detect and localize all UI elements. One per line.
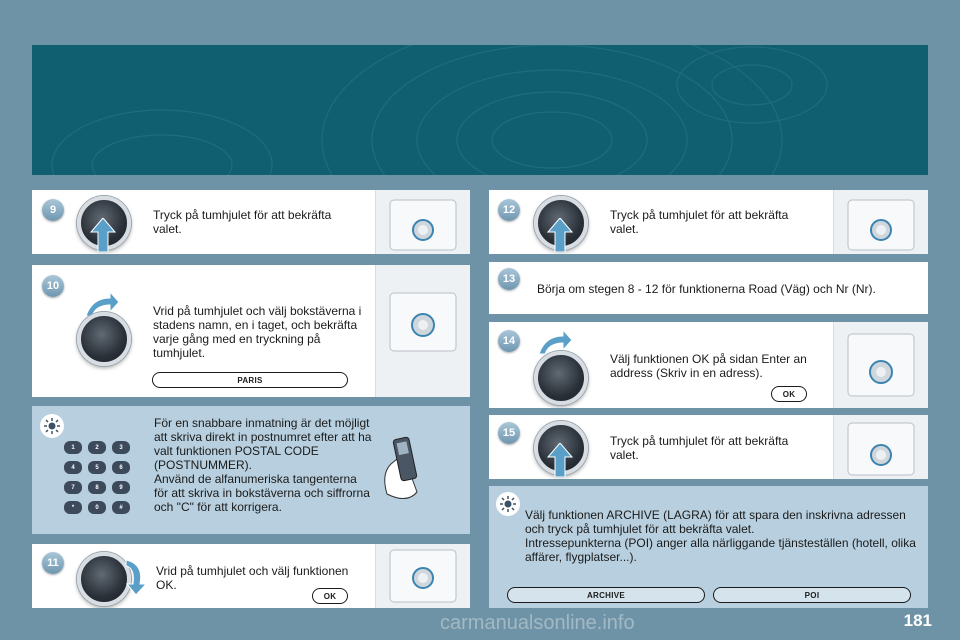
tip-text [525, 508, 920, 564]
tip-keypad-card [32, 406, 470, 534]
thumbwheel-icon [77, 552, 131, 606]
step-number: 13 [498, 268, 520, 290]
poi-pill: POI [713, 587, 911, 603]
step-number: 9 [42, 199, 64, 221]
step-text: Tryck på tumhjulet för att bekräfta valet. [610, 434, 789, 462]
step-11-card [32, 544, 470, 608]
keypad-key: 0 [88, 501, 106, 514]
keypad-key: 5 [88, 461, 106, 474]
tip-text-line-2: Använd de alfanumeriska tangenterna för att skriva in bokstäverna och siffrorna och "C" för att korrigera. [154, 472, 370, 514]
tip-text-line-1: För en snabbare inmatning är det möjligt att skriva direkt in postnumret efter att ha valt funktionen POSTAL CODE (POSTNUMMER). [154, 416, 372, 472]
step-number: 12 [498, 199, 520, 221]
step-10-card [32, 265, 470, 397]
ok-pill: OK [312, 588, 348, 604]
keypad-key: * [64, 501, 82, 514]
step-text: Välj funktionen OK på sidan Enter an address (Skriv in en adress). [610, 352, 807, 380]
phone-in-hand-icon [377, 434, 437, 506]
keypad-key: 9 [112, 481, 130, 494]
radio-unit-image [833, 322, 928, 408]
keypad-key: 1 [64, 441, 82, 454]
step-13-card [489, 262, 928, 314]
step-12-card [489, 190, 928, 254]
step-number: 14 [498, 330, 520, 352]
keypad-key: 2 [88, 441, 106, 454]
thumbwheel-icon [534, 351, 588, 405]
step-number: 11 [42, 552, 64, 574]
step-9-card [32, 190, 470, 254]
radio-unit-image [375, 265, 470, 397]
keypad-key: 3 [112, 441, 130, 454]
archive-pill: ARCHIVE [507, 587, 705, 603]
header-banner [32, 45, 928, 175]
rotate-down-arrow-icon [124, 558, 150, 596]
thumbwheel-icon [77, 312, 131, 366]
step-number: 15 [498, 422, 520, 444]
tip-text [154, 416, 374, 514]
keypad-key: 6 [112, 461, 130, 474]
press-arrow-icon [90, 218, 116, 252]
keypad-key: 7 [64, 481, 82, 494]
press-arrow-icon [547, 218, 573, 252]
watermark: carmanualsonline.info [440, 612, 635, 634]
alphanumeric-keypad [64, 441, 138, 519]
tip-text-line-1: Välj funktionen ARCHIVE (LAGRA) för att spara den inskrivna adressen och tryck på tumhjulet för att bekräfta valet. [525, 508, 906, 536]
step-text: Vrid på tumhjulet och välj bokstäverna i stadens namn, en i taget, och bekräfta varje gång med en tryckning på tumhjulet. [153, 304, 362, 360]
step-text: Tryck på tumhjulet för att bekräfta valet. [153, 208, 332, 236]
step-text: Tryck på tumhjulet för att bekräfta valet. [610, 208, 789, 236]
tip-text-line-2: Intressepunkterna (POI) anger alla närliggande tjänsteställen (hotell, olika affärer, flygplatser...). [525, 536, 916, 564]
keypad-key: 4 [64, 461, 82, 474]
step-14-card [489, 322, 928, 408]
tip-archive-card [489, 486, 928, 608]
step-number: 10 [42, 275, 64, 297]
lightbulb-icon [496, 492, 520, 516]
page-number: 181 [903, 611, 932, 630]
lightbulb-icon [40, 414, 64, 438]
press-arrow-icon [547, 443, 573, 477]
paris-pill: PARIS [152, 372, 348, 388]
step-text: Vrid på tumhjulet och välj funktionen OK. [156, 564, 349, 592]
topographic-pattern [32, 45, 928, 175]
radio-unit-image [375, 190, 470, 254]
step-text: Börja om stegen 8 - 12 för funktionerna Road (Väg) och Nr (Nr). [537, 282, 876, 296]
radio-unit-image [375, 544, 470, 608]
keypad-key: 8 [88, 481, 106, 494]
keypad-key: # [112, 501, 130, 514]
radio-unit-image [833, 415, 928, 479]
ok-pill: OK [771, 386, 807, 402]
step-15-card [489, 415, 928, 479]
radio-unit-image [833, 190, 928, 254]
